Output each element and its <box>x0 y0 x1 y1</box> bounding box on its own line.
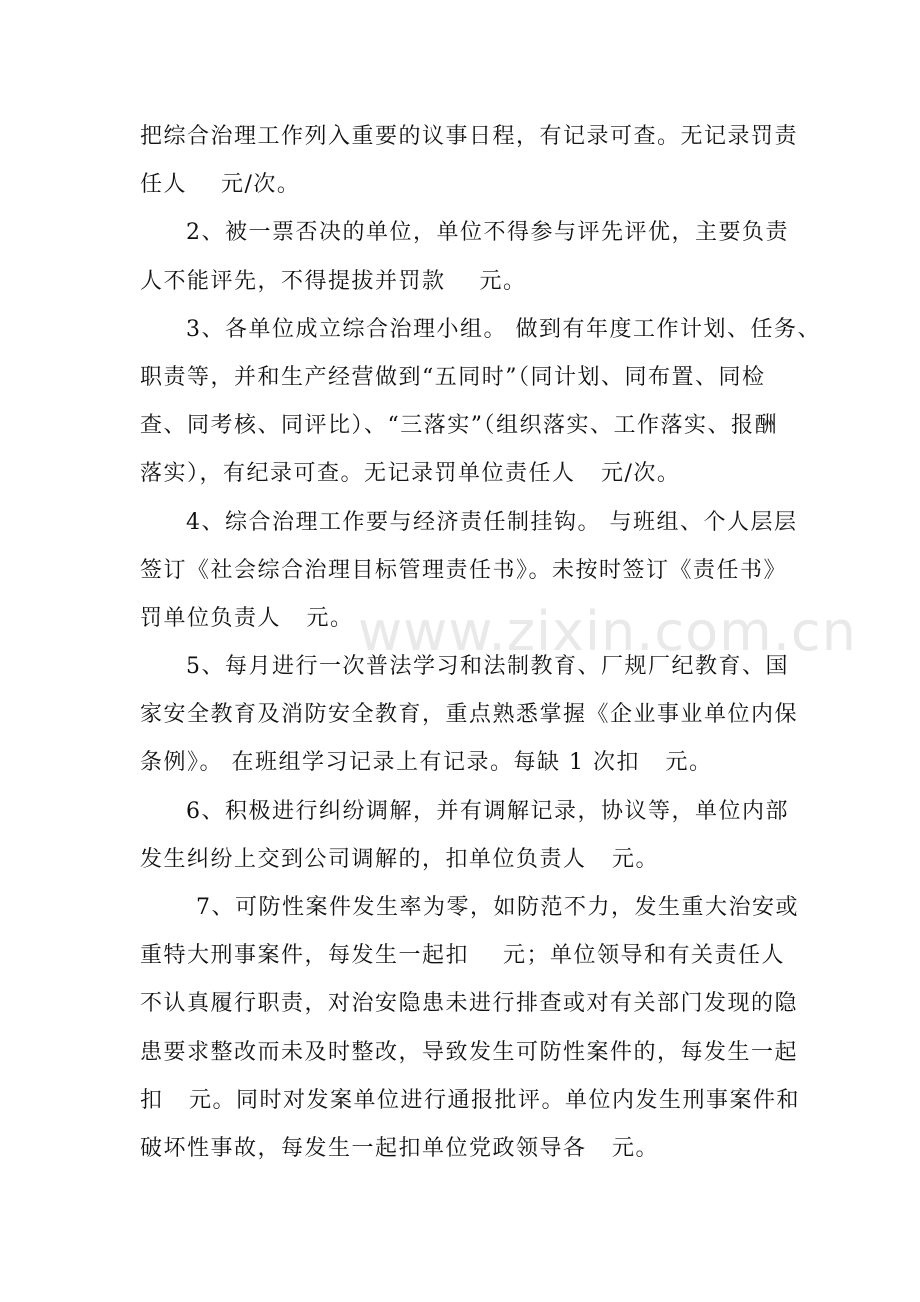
text-line: 扣 元。同时对发案单位进行通报批评。单位内发生刑事案件和 <box>140 1087 800 1113</box>
text-line: 职责等，并和生产经营做到“五同时”（同计划、同布置、同检 <box>140 364 766 390</box>
text-line: 查、同考核、同评比）、“三落实”（组织落实、工作落实、报酬 <box>140 413 778 439</box>
clause-7-line: 7、可防性案件发生率为零，如防范不力，发生重大治安或 <box>196 895 799 920</box>
text-line: 重特大刑事案件，每发生一起扣 元；单位领导和有关责任人 <box>140 943 785 969</box>
text-line: 落实），有纪录可查。无记录罚单位责任人 元/次。 <box>140 461 681 487</box>
clause-5-line: 5、每月进行一次普法学习和法制教育、厂规厂纪教育、国 <box>186 654 789 680</box>
text-line: 把综合治理工作列入重要的议事日程，有记录可查。无记录罚责 <box>140 124 799 149</box>
text-line: 发生纠纷上交到公司调解的，扣单位负责人 元。 <box>140 846 659 872</box>
document-body <box>140 113 821 1173</box>
text-line: 患要求整改而未及时整改，导致发生可防性案件的，每发生一起 <box>140 1039 799 1065</box>
clause-3-line: 3、各单位成立综合治理小组。 做到有年度工作计划、任务、 <box>186 316 821 342</box>
text-line: 破坏性事故，每发生一起扣单位党政领导各 元。 <box>140 1135 659 1161</box>
text-line: 人不能评先，不得提拔并罚款 元。 <box>140 268 527 294</box>
text-line: 家安全教育及消防安全教育，重点熟悉掌握《企业事业单位内保 <box>140 702 799 728</box>
text-line: 罚单位负责人 元。 <box>140 605 354 631</box>
text-line: 签订《社会综合治理目标管理责任书》。未按时签订《责任书》 <box>140 557 788 583</box>
text-line: 条例》。 在班组学习记录上有记录。每缺 1 次扣 元。 <box>140 750 713 776</box>
clause-6-line: 6、积极进行纠纷调解，并有调解记录，协议等，单位内部 <box>186 798 789 824</box>
clause-2-line: 2、被一票否决的单位，单位不得参与评先评优，主要负责 <box>186 220 789 246</box>
text-line: 任人 元/次。 <box>140 172 301 198</box>
text-line: 不认真履行职责，对治安隐患未进行排查或对有关部门发现的隐 <box>140 991 799 1017</box>
clause-4-line: 4、综合治理工作要与经济责任制挂钩。 与班组、个人层层 <box>186 509 798 535</box>
watermark: www.zixin.com.cn <box>358 600 857 663</box>
